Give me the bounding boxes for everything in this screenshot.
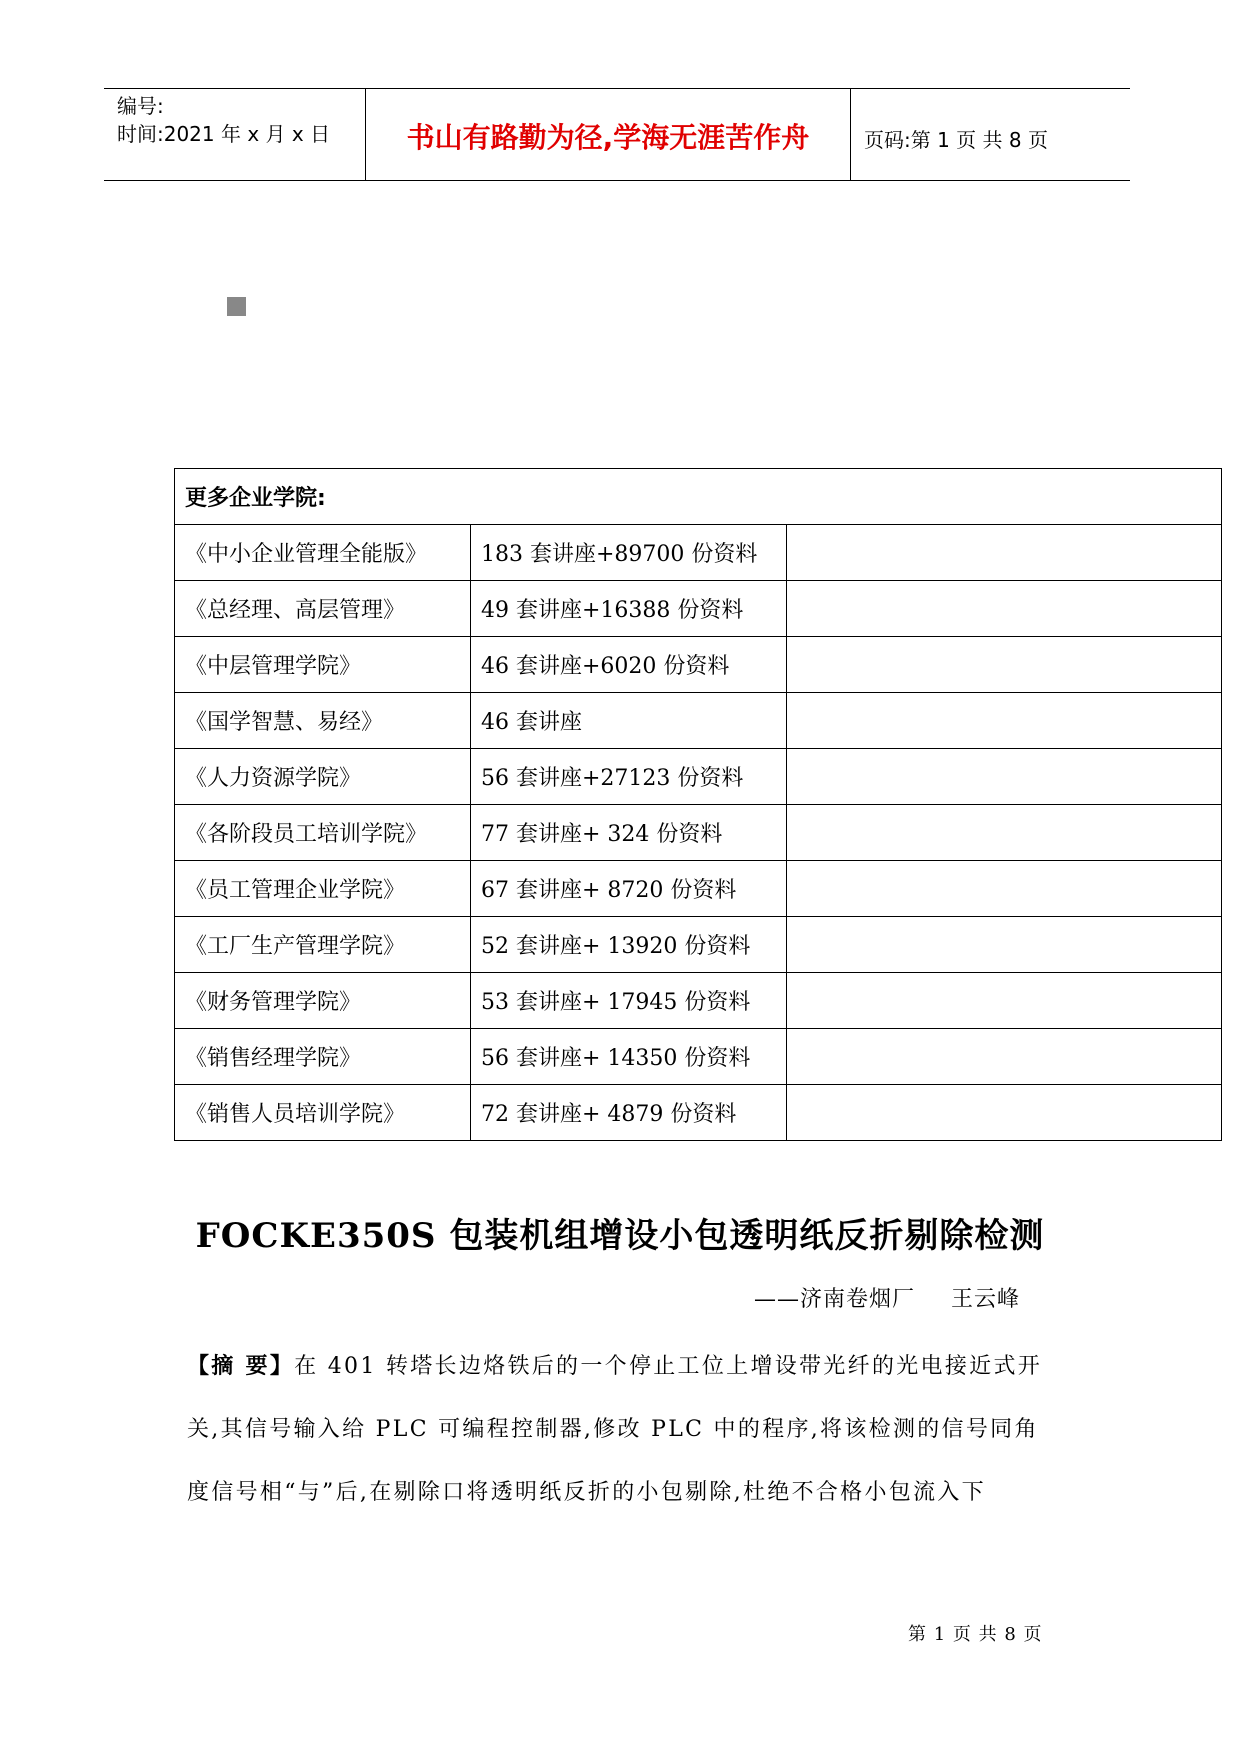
academy-extra xyxy=(787,693,1222,749)
academy-content: 46 套讲座+6020 份资料 xyxy=(471,637,787,693)
academy-content: 49 套讲座+16388 份资料 xyxy=(471,581,787,637)
table-row xyxy=(175,749,1222,805)
academy-content: 183 套讲座+89700 份资料 xyxy=(471,525,787,581)
academy-extra xyxy=(787,1029,1222,1085)
academy-content: 77 套讲座+ 324 份资料 xyxy=(471,805,787,861)
academy-extra xyxy=(787,861,1222,917)
table-row xyxy=(175,1029,1222,1085)
article-author xyxy=(754,1282,1020,1313)
academy-extra xyxy=(787,581,1222,637)
header-top-rule xyxy=(104,88,1130,89)
table-row xyxy=(175,693,1222,749)
table-row xyxy=(175,861,1222,917)
header-motto: 书山有路勤为径,学海无涯苦作舟 xyxy=(406,121,810,154)
table-row xyxy=(175,805,1222,861)
academy-content: 56 套讲座+ 14350 份资料 xyxy=(471,1029,787,1085)
table-row xyxy=(175,637,1222,693)
academy-extra xyxy=(787,917,1222,973)
academy-table xyxy=(174,468,1222,1141)
header-divider xyxy=(850,88,851,181)
academy-name: 《销售经理学院》 xyxy=(175,1029,471,1085)
table-row xyxy=(175,525,1222,581)
academy-extra xyxy=(787,637,1222,693)
academy-extra xyxy=(787,525,1222,581)
academy-name: 《人力资源学院》 xyxy=(175,749,471,805)
academy-name: 《中小企业管理全能版》 xyxy=(175,525,471,581)
square-bullet-icon xyxy=(227,297,246,316)
academy-content: 56 套讲座+27123 份资料 xyxy=(471,749,787,805)
header-meta xyxy=(117,92,330,148)
header-bottom-rule xyxy=(104,180,1130,181)
academy-content: 53 套讲座+ 17945 份资料 xyxy=(471,973,787,1029)
abstract-label: 【摘 要】 xyxy=(187,1354,295,1379)
header-page-number: 页码:第 1 页 共 8 页 xyxy=(864,128,1048,152)
table-row xyxy=(175,973,1222,1029)
author-name: 王云峰 xyxy=(950,1287,1020,1312)
academy-extra xyxy=(787,749,1222,805)
table-row xyxy=(175,1085,1222,1141)
academy-content: 67 套讲座+ 8720 份资料 xyxy=(471,861,787,917)
academy-name: 《总经理、高层管理》 xyxy=(175,581,471,637)
academy-name: 《财务管理学院》 xyxy=(175,973,471,1029)
academy-name: 《各阶段员工培训学院》 xyxy=(175,805,471,861)
academy-content: 46 套讲座 xyxy=(471,693,787,749)
author-organization: ——济南卷烟厂 xyxy=(753,1287,915,1312)
academy-extra xyxy=(787,973,1222,1029)
table-heading: 更多企业学院: xyxy=(175,469,1222,525)
article-title: FOCKE350S 包装机组增设小包透明纸反折剔除检测 xyxy=(195,1216,1045,1256)
academy-name: 《国学智慧、易经》 xyxy=(175,693,471,749)
time-label: 时间:2021 年 x 月 x 日 xyxy=(117,122,331,146)
academy-name: 《销售人员培训学院》 xyxy=(175,1085,471,1141)
table-header-row xyxy=(175,469,1222,525)
academy-name: 《中层管理学院》 xyxy=(175,637,471,693)
footer-page-number: 第 1 页 共 8 页 xyxy=(908,1624,1043,1645)
academy-content: 72 套讲座+ 4879 份资料 xyxy=(471,1085,787,1141)
academy-name: 《员工管理企业学院》 xyxy=(175,861,471,917)
article-abstract xyxy=(187,1335,1047,1524)
table-row xyxy=(175,917,1222,973)
table-row xyxy=(175,581,1222,637)
academy-content: 52 套讲座+ 13920 份资料 xyxy=(471,917,787,973)
academy-name: 《工厂生产管理学院》 xyxy=(175,917,471,973)
abstract-text: 在 401 转塔长边烙铁后的一个停止工位上增设带光纤的光电接近式开关,其信号输入给 PLC 可编程控制器,修改 PLC 中的程序,将该检测的信号同角度信号相“与”后,在剔除口将透明纸反折的小包剔除,杜绝不合格小包流入下 xyxy=(187,1354,1043,1505)
academy-extra xyxy=(787,805,1222,861)
academy-extra xyxy=(787,1085,1222,1141)
serial-label: 编号: xyxy=(117,94,164,118)
